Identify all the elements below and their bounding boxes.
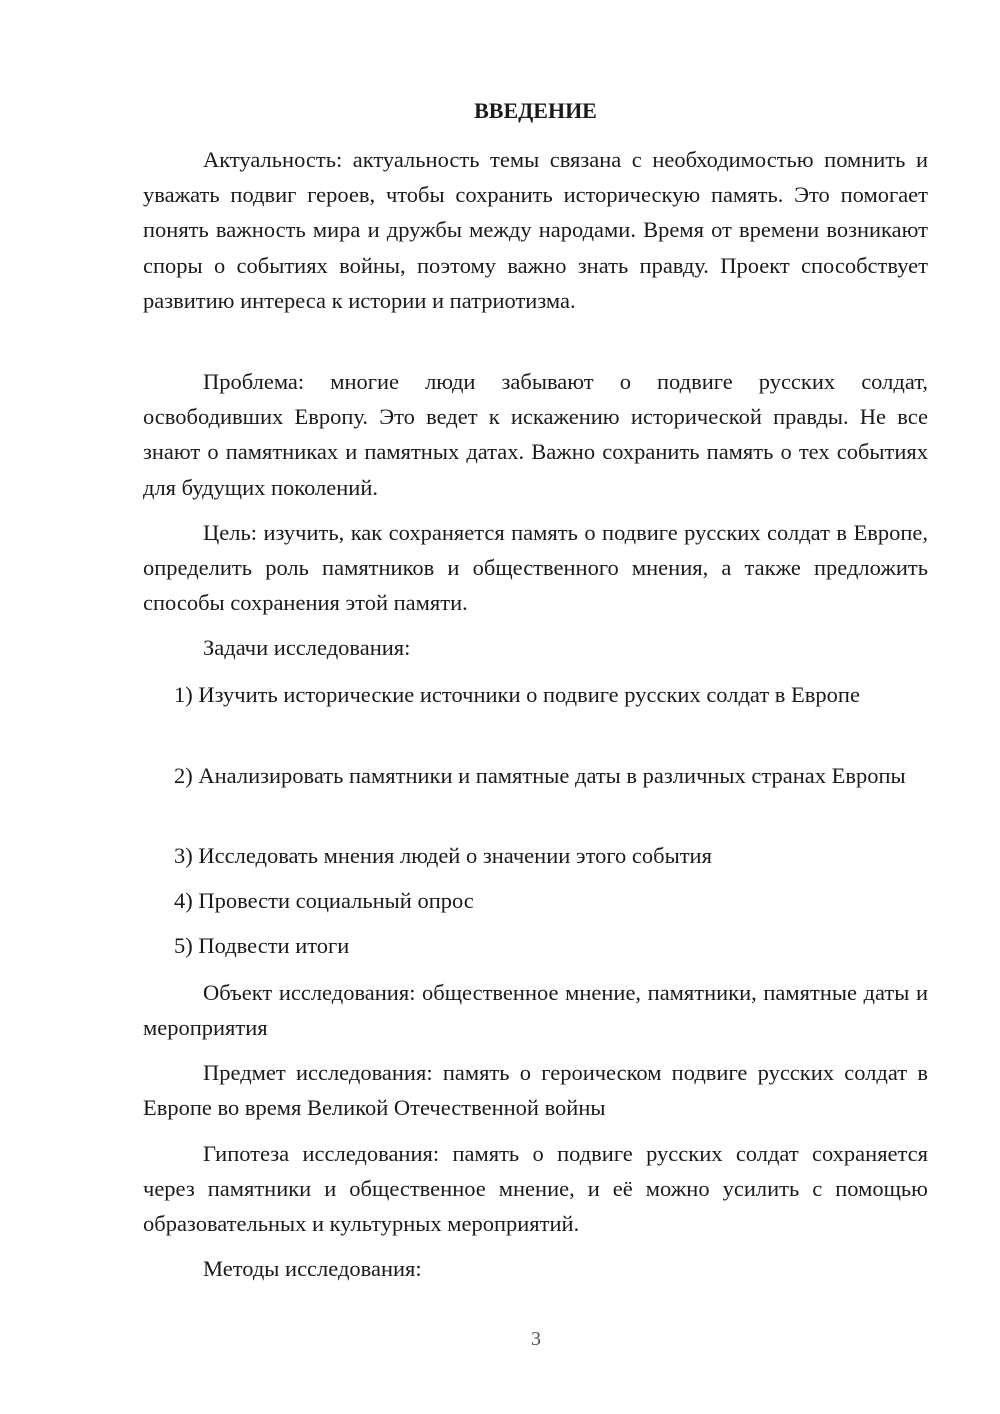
goal-paragraph: Цель: изучить, как сохраняется память о подвиге русских солдат в Европе, определить роль памятников и общественного мнения, а также предложить способы сохранения этой памяти.: [143, 520, 928, 616]
problem-paragraph: Проблема: многие люди забывают о подвиге русских солдат, освободивших Европу. Это ведет к искажению исторической правды. Не все знают о памятниках и памятных датах. Важно сохранить память о тех событиях для будущих поколений.: [143, 369, 928, 500]
task-item: 2) Анализировать памятники и памятные даты в различных странах Европы: [174, 763, 906, 788]
relevance-paragraph: Актуальность: актуальность темы связана с необходимостью помнить и уважать подвиг героев, чтобы сохранить историческую память. Это помогает понять важность мира и дружбы между народами. Время от времени возникают споры о событиях войны, поэтому важно знать правду. Проект способствует развитию интереса к истории и патриотизма.: [143, 147, 928, 313]
section-title: ВВЕДЕНИЕ: [474, 98, 597, 123]
methods-heading: Методы исследования:: [203, 1256, 422, 1281]
tasks-heading: Задачи исследования:: [203, 635, 411, 660]
page-number: 3: [531, 1328, 541, 1350]
task-item: 5) Подвести итоги: [174, 933, 350, 958]
object-paragraph: Объект исследования: общественное мнение, памятники, памятные даты и мероприятия: [143, 980, 928, 1041]
task-item: 3) Исследовать мнения людей о значении этого события: [174, 843, 712, 868]
task-item: 1) Изучить исторические источники о подвиге русских солдат в Европе: [174, 682, 860, 707]
hypothesis-paragraph: Гипотеза исследования: память о подвиге русских солдат сохраняется через памятники и общественное мнение, и её можно усилить с помощью образовательных и культурных мероприятий.: [143, 1141, 928, 1237]
task-item: 4) Провести социальный опрос: [174, 888, 474, 913]
subject-paragraph: Предмет исследования: память о героическом подвиге русских солдат в Европе во время Великой Отечественной войны: [143, 1060, 928, 1121]
